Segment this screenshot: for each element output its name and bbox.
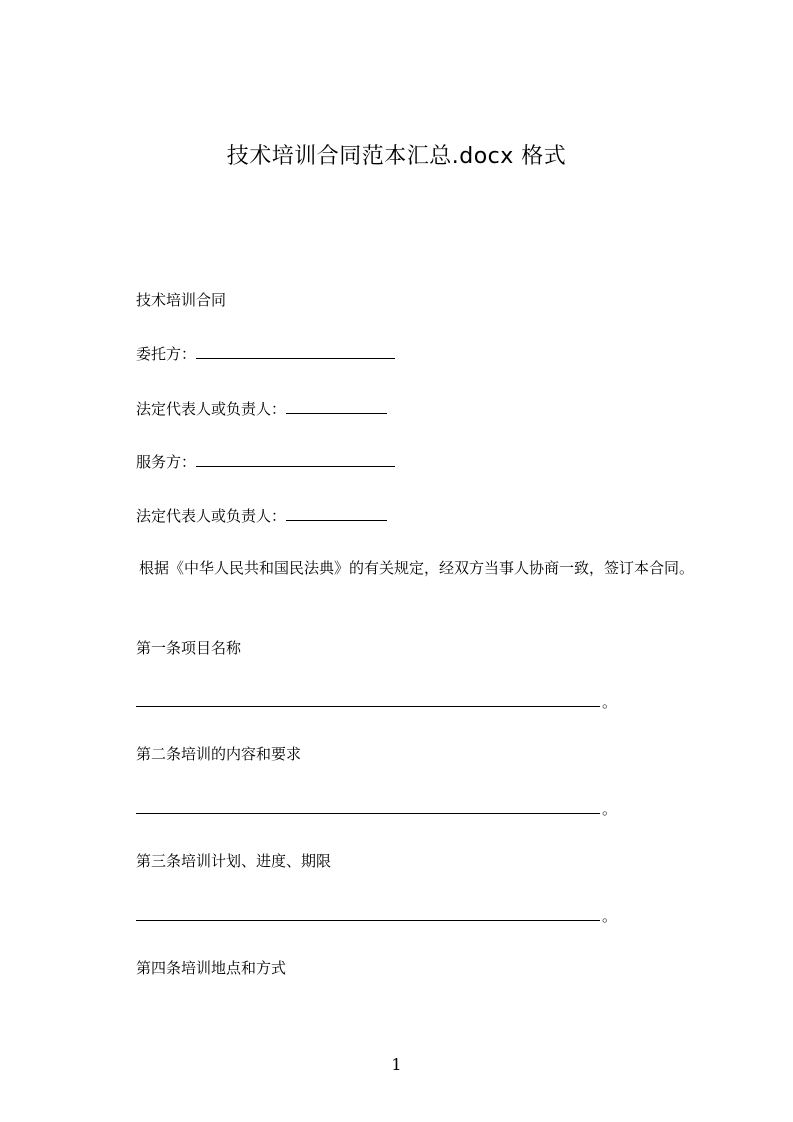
field-client-representative-label: 法定代表人或负责人：: [136, 400, 287, 418]
article-3-blank: [136, 904, 600, 921]
contract-heading: 技术培训合同: [136, 291, 227, 309]
field-client-representative-blank: [286, 397, 387, 414]
article-3-heading: 第三条培训计划、进度、期限: [136, 852, 332, 870]
article-2-blank: [136, 797, 600, 814]
article-2-end-mark: 。: [602, 800, 618, 818]
article-4-heading: 第四条培训地点和方式: [136, 959, 287, 977]
article-1-blank: [136, 690, 600, 707]
field-provider-label: 服务方：: [136, 453, 197, 471]
field-client-representative: [136, 397, 387, 420]
article-1-end-mark: 。: [602, 693, 618, 711]
article-1-fill-line: [136, 690, 617, 713]
field-client: [136, 342, 395, 365]
field-provider-representative: [136, 504, 387, 527]
article-1-heading: 第一条项目名称: [136, 639, 242, 657]
field-provider-representative-label: 法定代表人或负责人：: [136, 507, 287, 525]
article-2-fill-line: [136, 797, 617, 820]
article-3-end-mark: 。: [602, 907, 618, 925]
article-2-heading: 第二条培训的内容和要求: [136, 745, 302, 763]
field-provider: [136, 450, 395, 473]
article-3-fill-line: [136, 904, 617, 927]
intro-paragraph: 根据《中华人民共和国民法典》的有关规定，经双方当事人协商一致，签订本合同。: [139, 559, 695, 577]
page-number: 1: [391, 1055, 402, 1074]
document-title: 技术培训合同范本汇总.docx 格式: [226, 144, 567, 169]
field-client-blank: [196, 342, 395, 359]
field-provider-representative-blank: [286, 504, 387, 521]
field-provider-blank: [196, 450, 395, 467]
field-client-label: 委托方：: [136, 345, 197, 363]
